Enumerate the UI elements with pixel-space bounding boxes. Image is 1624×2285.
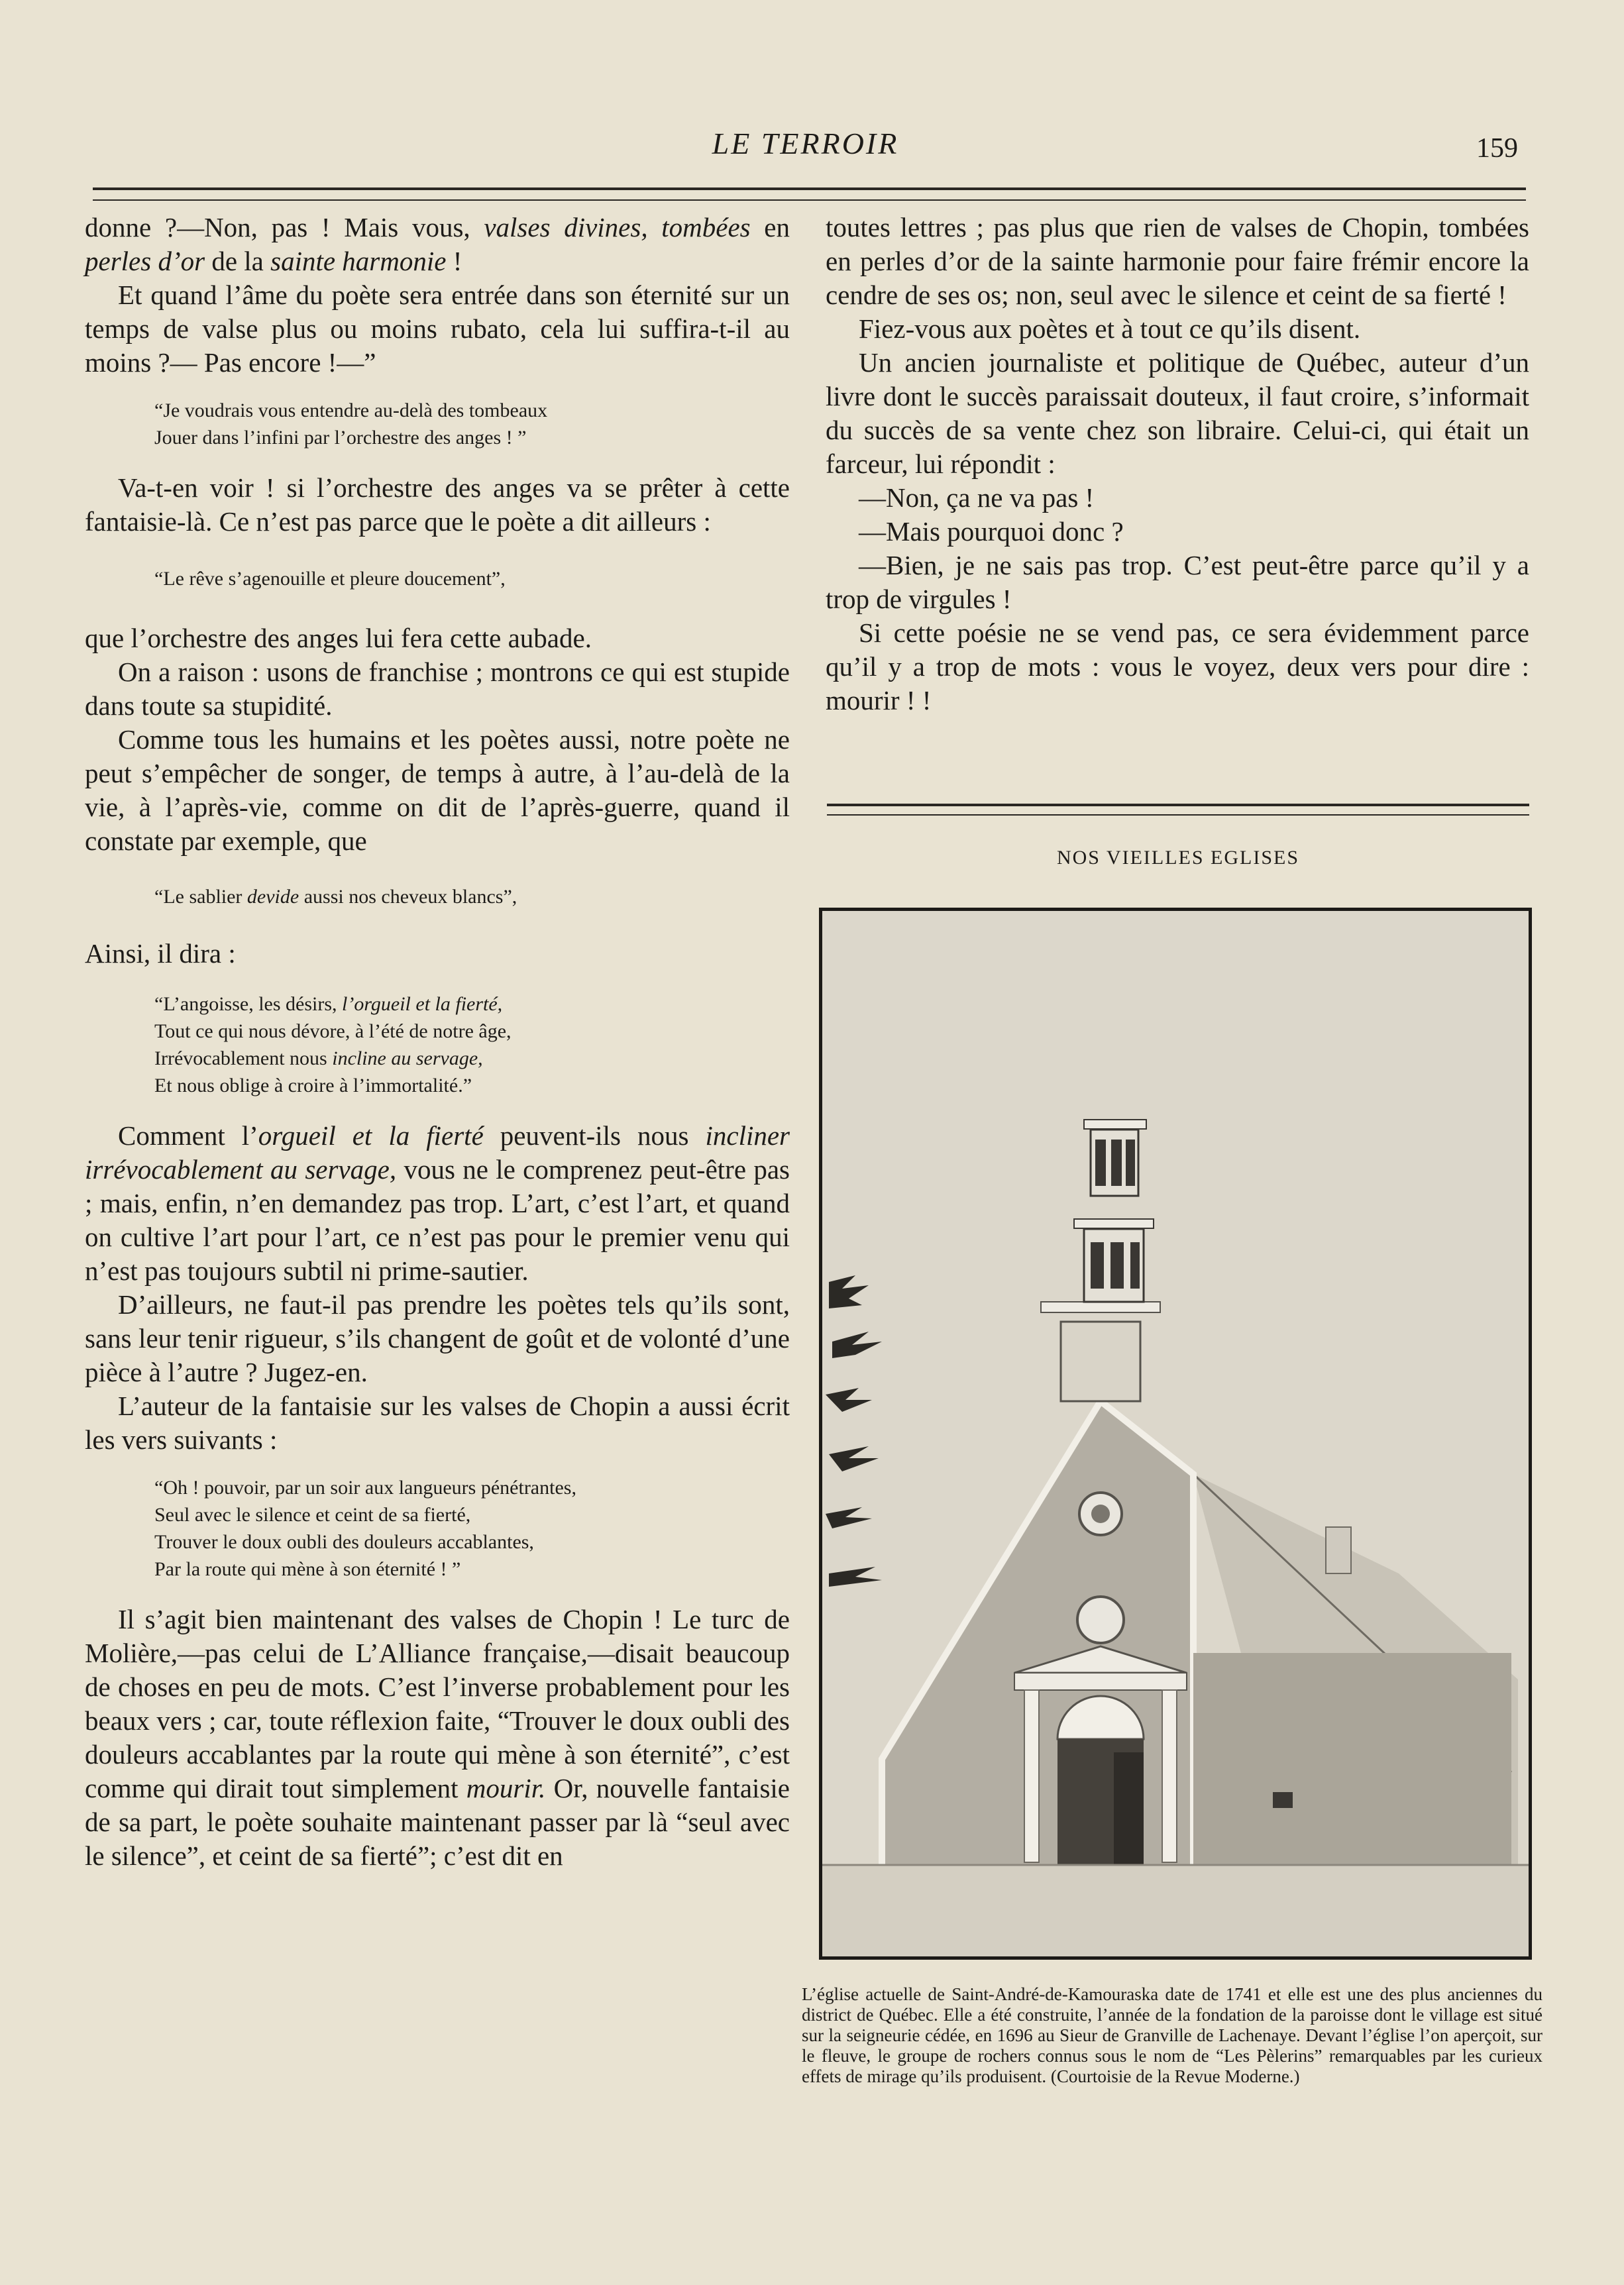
verse-line: Tout ce qui nous dévore, à l’été de notre âge, — [154, 1020, 512, 1042]
verse-line — [154, 1045, 790, 1072]
paragraph: que l’orchestre des anges lui fera cette aubade. — [85, 623, 592, 653]
italic-text: sainte harmonie — [270, 246, 447, 276]
door-leaf — [1114, 1752, 1144, 1865]
belfry-roof — [1074, 1219, 1154, 1228]
belfry-opening — [1095, 1140, 1106, 1186]
belfry-opening — [1111, 1140, 1122, 1186]
paragraph — [85, 1603, 790, 1873]
paragraph: Si cette poésie ne se vend pas, ce sera évidemment parce qu’il y a trop de mots : vous le voyez, deux vers pour dire : mourir ! ! — [826, 617, 1529, 716]
paragraph: Va-t-en voir ! si l’orchestre des anges va se prêter à cette fantaisie-là. Ce n’est pas parce que le poète a dit ailleurs : — [85, 472, 790, 537]
belfry-opening — [1110, 1242, 1124, 1289]
paragraph: Ainsi, il dira : — [85, 938, 236, 969]
side-wall — [1193, 1653, 1511, 1872]
belfry-opening — [1091, 1242, 1104, 1289]
verse-line: “Je voudrais vous entendre au-delà des tombeaux — [154, 399, 548, 421]
portico-entablature — [1014, 1673, 1187, 1690]
italic-text: incliner irrévocablement au servage, — [85, 1120, 790, 1185]
belfry-cap — [1084, 1120, 1146, 1129]
verse-line — [154, 990, 790, 1018]
verse-line: Jouer dans l’infini par l’orchestre des anges ! ” — [154, 427, 527, 449]
verse-line: “Oh ! pouvoir, par un soir aux langueurs pénétrantes, — [154, 1477, 576, 1499]
right-column — [826, 211, 1529, 717]
left-column — [85, 211, 790, 1873]
running-head — [86, 126, 1525, 166]
belfry-opening — [1126, 1140, 1135, 1186]
verse-quote — [154, 883, 790, 910]
verse-quote — [154, 1474, 790, 1583]
italic-text: incline au servage, — [332, 1047, 483, 1069]
dialogue-line: —Mais pourquoi donc ? — [859, 516, 1124, 547]
verse-quote — [154, 397, 790, 451]
text: Il s’agit bien maintenant des valses de Chopin ! Le turc de Molière,—pas celui de L’Alliance française,—disait beaucoup de choses en peu de mots. C’est l’inverse probablement pour les beaux vers ; car, toute réflexion faite, “Trouver le doux oubli des douleurs accablantes par la route qui mène à son éternité”, c’est comme qui dirait tout simplement — [85, 1604, 790, 1803]
portico-pilaster — [1024, 1690, 1039, 1862]
side-window — [1273, 1792, 1293, 1808]
paragraph — [85, 1119, 790, 1288]
paragraph: Comme tous les humains et les poètes aussi, notre poète ne peut s’empêcher de songer, de temps à autre, à l’au-delà de la vie, à l’après-vie, comme on dit de l’après-guerre, quand il constate par exemple, que — [85, 724, 790, 856]
photo-caption: L’église actuelle de Saint-André-de-Kamouraska date de 1741 et elle est une des plus anciennes du district de Québec. Elle a été construite, l’année de la fondation de la paroisse dont le village est situé sur la seigneurie cédée, en 1696 au Sieur de Granville de Lachenaye. Devant l’église l’on aperçoit, sur le fleuve, le groupe de rochers connus sous le nom de “Les Pèlerins” remarquables par les curieux effets de mirage qu’ils produisent. (Courtoisie de la Revue Moderne.) — [802, 1984, 1543, 2086]
header-rule — [93, 187, 1526, 201]
running-title: LE TERROIR — [712, 127, 899, 160]
paragraph: toutes lettres ; pas plus que rien de valses de Chopin, tombées en perles d’or de la sainte harmonie pour faire frémir encore la cendre de ses os; non, seul avec le silence et ceint de sa fierté ! — [826, 212, 1529, 310]
paragraph: Et quand l’âme du poète sera entrée dans son éternité sur un temps de valse plus ou moins rubato, cela lui suffira-t-il au moins ?— Pas encore !—” — [85, 280, 790, 378]
belfry-cornice — [1041, 1302, 1160, 1312]
text: Comment l’ — [118, 1120, 258, 1151]
dialogue-line: —Bien, je ne sais pas trop. C’est peut-être parce qu’il y a trop de virgules ! — [826, 550, 1529, 614]
text: “L’angoisse, les désirs, — [154, 993, 343, 1015]
verse-line: Seul avec le silence et ceint de sa fierté, — [154, 1504, 471, 1526]
text: Irrévocablement nous — [154, 1047, 333, 1069]
verse-line: “Le rêve s’agenouille et pleure doucement”, — [154, 568, 506, 590]
paragraph: Fiez-vous aux poètes et à tout ce qu’ils disent. — [859, 313, 1361, 344]
text: de la — [205, 246, 271, 276]
italic-text: perles d’or — [85, 246, 205, 276]
italic-text: l’orgueil et la fierté, — [342, 993, 503, 1015]
italic-text: mourir. — [466, 1773, 546, 1803]
text: vous ne le comprenez peut-être pas ; mais, enfin, n’en demandez pas trop. L’art, c’est l’art, et quand on cultive l’art pour l’art, ce n’est pas pour le premier venu qui n’est pas toujours subtil ni prime-sautier. — [85, 1154, 790, 1286]
paragraph: D’ailleurs, ne faut-il pas prendre les poètes tels qu’ils sont, sans leur tenir rigueur, s’ils changent de goût et de volonté d’une pièce à l’autre ? Jugez-en. — [85, 1289, 790, 1387]
verse-line: Par la route qui mène à son éternité ! ” — [154, 1558, 461, 1580]
verse-line: Trouver le doux oubli des douleurs accablantes, — [154, 1531, 534, 1553]
verse-line: Et nous oblige à croire à l’immortalité.” — [154, 1075, 472, 1096]
belfry-opening — [1130, 1242, 1140, 1289]
text: peuvent-ils nous — [483, 1120, 706, 1151]
text: Or, nouvelle fantaisie de sa part, le poète souhaite maintenant passer par là “seul avec le silence”, et ceint de sa fierté”; c’est dit en — [85, 1773, 790, 1871]
verse-quote — [154, 990, 790, 1099]
rose-window-center — [1091, 1505, 1110, 1523]
church-illustration — [822, 911, 1529, 1956]
page-number: 159 — [1476, 133, 1518, 164]
verse-quote — [154, 565, 790, 592]
paragraph: On a raison : usons de franchise ; montrons ce qui est stupide dans toute sa stupidité. — [85, 657, 790, 721]
text: ! — [446, 246, 462, 276]
paragraph: Un ancien journaliste et politique de Québec, auteur d’un livre dont le succès paraissait douteux, il faut croire, s’informait du succès de sa vente chez son libraire. Celui-ci, qui était un farceur, lui répondit : — [826, 347, 1529, 479]
italic-text: valses divines, tombées — [484, 212, 751, 242]
text: aussi nos cheveux blancs”, — [299, 886, 517, 908]
church-photograph — [819, 908, 1532, 1960]
dialogue-line: —Non, ça ne va pas ! — [859, 482, 1095, 513]
italic-text: orgueil et la fierté — [258, 1120, 484, 1151]
section-rule — [827, 804, 1529, 816]
ground — [822, 1865, 1529, 1956]
italic-text: devide — [246, 886, 299, 908]
fan-window — [1077, 1597, 1124, 1643]
chimney — [1326, 1527, 1351, 1573]
paragraph — [85, 211, 790, 278]
section-title: NOS VIEILLES EGLISES — [1056, 847, 1300, 869]
portico-pilaster — [1162, 1690, 1177, 1862]
belfry-base — [1061, 1322, 1140, 1401]
paragraph: L’auteur de la fantaisie sur les valses de Chopin a aussi écrit les vers suivants : — [85, 1391, 790, 1455]
verse-line — [154, 883, 790, 910]
text: “Le sablier — [154, 886, 247, 908]
text: en — [750, 212, 790, 242]
text: donne ?—Non, pas ! Mais vous, — [85, 212, 484, 242]
